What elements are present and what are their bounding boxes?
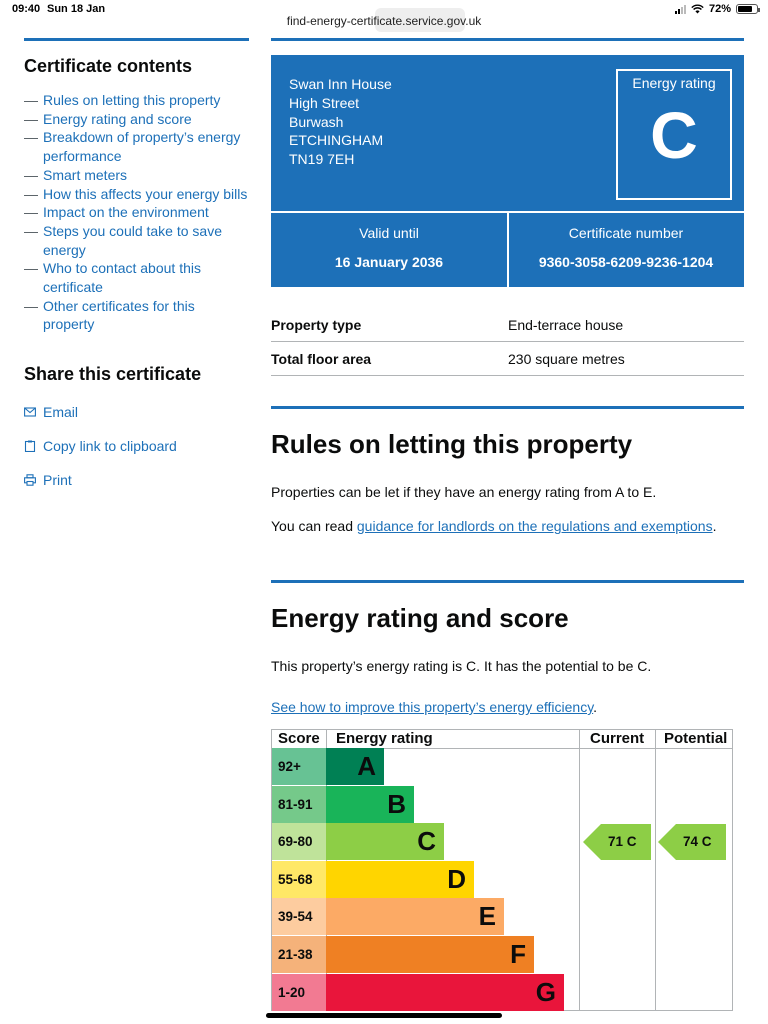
certificate-number-value: 9360-3058-6209-9236-1204	[538, 254, 714, 270]
envelope-icon	[24, 406, 36, 418]
score-cell: 69-80	[272, 823, 326, 860]
potential-header: Potential	[664, 730, 728, 747]
energy-rating-letter: C	[650, 98, 698, 172]
property-details	[271, 308, 744, 376]
rating-band-b	[326, 786, 414, 823]
score-header: Score	[278, 730, 320, 747]
score-cell: 81-91	[272, 786, 326, 823]
contents-item-energy-bills[interactable]: — How this affects your energy bills	[24, 185, 248, 202]
energy-paragraph: This property’s energy rating is C. It has the potential to be C.	[271, 658, 652, 674]
improve-paragraph: See how to improve this property’s energy efficiency.	[271, 699, 598, 715]
share-email-link[interactable]: Email	[24, 402, 249, 422]
rating-band-letter: B	[387, 788, 406, 819]
energy-rating-label: Energy rating	[632, 75, 716, 91]
score-cell: 1-20	[272, 974, 326, 1011]
valid-until	[271, 225, 507, 270]
energy-heading: Energy rating and score	[271, 603, 569, 633]
address-line: ETCHINGHAM	[289, 132, 384, 149]
battery-percent: 72%	[708, 3, 731, 15]
improve-efficiency-link[interactable]: See how to improve this property’s energy efficiency	[271, 699, 594, 715]
score-cell: 21-38	[272, 936, 326, 973]
address-line: Burwash	[289, 113, 344, 130]
property-address	[289, 75, 392, 169]
address-line: TN19 7EH	[289, 151, 355, 168]
rating-band-letter: C	[417, 826, 436, 857]
energy-rating-box	[616, 69, 732, 200]
rating-band-c	[326, 823, 444, 860]
contents-item-contact[interactable]: — Who to contact about this certificate	[24, 260, 201, 296]
battery-icon	[736, 4, 758, 14]
signal-icon	[675, 5, 686, 14]
rules-paragraph: Properties can be let if they have an energy rating from A to E.	[271, 484, 657, 500]
rules-heading: Rules on letting this property	[271, 429, 633, 459]
clipboard-icon	[24, 440, 36, 452]
property-type-label: Property type	[271, 316, 362, 333]
status-date: Sun 18 Jan	[47, 3, 106, 15]
score-cell: 92+	[272, 748, 326, 785]
landlord-guidance-link[interactable]: guidance for landlords on the regulations and exemptions	[356, 518, 713, 534]
rating-band-g	[326, 974, 564, 1011]
potential-rating-arrow-label: 74 C	[683, 833, 712, 849]
score-cell: 39-54	[272, 898, 326, 935]
contents-item-environment[interactable]: — Impact on the environment	[24, 204, 209, 221]
sidebar-rule	[24, 38, 249, 41]
valid-until-label: Valid until	[359, 225, 419, 241]
contents-item-smart-meters[interactable]: — Smart meters	[24, 166, 128, 183]
epc-chart	[271, 729, 733, 1011]
property-type-row	[271, 308, 744, 342]
status-time: 09:40	[12, 3, 41, 15]
certificate-summary	[271, 55, 744, 287]
valid-until-value: 16 January 2036	[334, 254, 444, 270]
certificate-number-label: Certificate number	[568, 225, 684, 241]
property-type-value: End-terrace house	[508, 316, 624, 333]
rating-band-letter: F	[510, 939, 526, 969]
contents-item-other-certificates[interactable]: — Other certificates for this property	[24, 297, 195, 333]
rating-band-letter: E	[478, 901, 496, 932]
score-cell: 55-68	[272, 861, 326, 898]
main-content	[271, 38, 744, 717]
printer-icon	[24, 474, 36, 486]
contents-list	[24, 91, 249, 334]
home-indicator	[266, 1013, 502, 1018]
wifi-icon	[691, 4, 704, 14]
url-bar[interactable]: find-energy-certificate.service.gov.uk	[286, 14, 482, 28]
rating-band-a	[326, 748, 384, 785]
certificate-number	[508, 225, 744, 270]
contents-item-energy-rating[interactable]: — Energy rating and score	[24, 110, 192, 127]
current-rating-arrow-label: 71 C	[608, 833, 637, 849]
address-line: Swan Inn House	[289, 76, 392, 92]
rating-band-letter: D	[447, 863, 466, 894]
contents-item-breakdown[interactable]: — Breakdown of property’s energy performance	[24, 129, 241, 165]
current-header: Current	[590, 730, 645, 747]
sidebar	[24, 38, 249, 504]
rating-band-f	[326, 936, 534, 973]
rating-band-letter: A	[357, 751, 376, 781]
rating-band-letter: G	[535, 976, 556, 1007]
floor-area-value: 230 square metres	[508, 350, 625, 367]
rating-header: Energy rating	[336, 730, 433, 747]
print-button[interactable]: Print	[24, 470, 249, 490]
section-rule	[271, 580, 744, 583]
address-line: High Street	[289, 94, 360, 111]
contents-title: Certificate contents	[24, 56, 193, 76]
section-rule	[271, 406, 744, 409]
share-title: Share this certificate	[24, 364, 202, 385]
floor-area-row	[271, 342, 744, 376]
guidance-paragraph: You can read guidance for landlords on the regulations and exemptions.	[271, 518, 717, 534]
contents-item-steps[interactable]: — Steps you could take to save energy	[24, 222, 222, 258]
rating-band-e	[326, 898, 504, 935]
main-top-rule	[271, 38, 744, 41]
copy-link-button[interactable]: Copy link to clipboard	[24, 436, 249, 456]
contents-item-rules[interactable]: — Rules on letting this property	[24, 92, 221, 108]
rating-band-d	[326, 861, 474, 898]
floor-area-label: Total floor area	[271, 350, 372, 367]
